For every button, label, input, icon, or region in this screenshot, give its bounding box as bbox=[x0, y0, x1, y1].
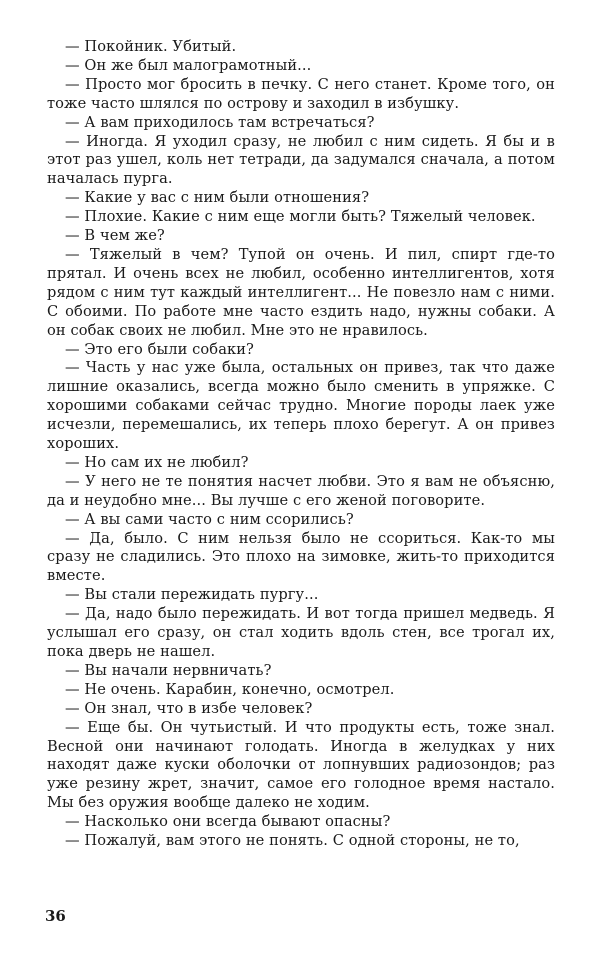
paragraph: — Да, надо было пережидать. И вот тогда пришел медведь. Я услышал его сразу, он стал ходить вдоль стен, все трогал их, пока дверь не нашел. bbox=[47, 605, 555, 660]
paragraph: — Еще бы. Он чутьистый. И что продукты есть, тоже знал. Весной они начинают голодать. Иногда в желудках у них находят даже куски оболочки от лопнувших радиозондов; раз уже резину жрет, значит, самое его голодное время настало. Мы без оружия вообще далеко не ходим. bbox=[47, 718, 555, 812]
paragraph: — Часть у нас уже была, остальных он привез, так что даже лишние оказались, всегда можно было сменить в упряжке. С хорошими собаками сейчас трудно. Многие породы лаек уже исчезли, перемешались, их теперь плохо берегут. А он привез хороших. bbox=[47, 359, 555, 453]
paragraph: — Это его были собаки? bbox=[65, 340, 254, 358]
paragraph: — В чем же? bbox=[65, 227, 165, 245]
paragraph: — А вы сами часто с ним ссорились? bbox=[65, 510, 354, 528]
paragraph: — Плохие. Какие с ним еще могли быть? Тяжелый человек. bbox=[65, 208, 536, 226]
paragraph: — У него не те понятия насчет любви. Это я вам не объясню, да и неудобно мне... Вы лучше с его женой поговорите. bbox=[47, 472, 555, 509]
paragraph: — Какие у вас с ним были отношения? bbox=[65, 189, 370, 207]
paragraph: — Но сам их не любил? bbox=[65, 453, 249, 471]
paragraph: — Вы стали пережидать пургу... bbox=[65, 586, 319, 604]
paragraph: — Вы начали нервничать? bbox=[65, 661, 272, 679]
paragraph: — Пожалуй, вам этого не понять. С одной стороны, не то, bbox=[65, 832, 520, 850]
paragraph: — Он знал, что в избе человек? bbox=[65, 699, 313, 717]
page-number: 36 bbox=[45, 907, 66, 925]
paragraph: — Тяжелый в чем? Тупой он очень. И пил, спирт где-то прятал. И очень всех не любил, особенно интеллигентов, хотя рядом с ним тут каждый интеллигент... Не повезло нам с ними. С обоими. По работе мне часто ездить надо, нужны собаки. А он собак своих не любил. Мне это не нравилось. bbox=[47, 245, 555, 339]
paragraph: — А вам приходилось там встречаться? bbox=[65, 113, 375, 131]
dialogue-text bbox=[47, 38, 555, 851]
paragraph: — Просто мог бросить в печку. С него станет. Кроме того, он тоже часто шлялся по острову и заходил в избушку. bbox=[47, 75, 555, 112]
paragraph: — Не очень. Карабин, конечно, осмотрел. bbox=[65, 680, 395, 698]
paragraph: — Покойник. Убитый. bbox=[65, 38, 237, 55]
paragraph: — Он же был малограмотный... bbox=[65, 56, 312, 74]
paragraph: — Иногда. Я уходил сразу, не любил с ним сидеть. Я бы и в этот раз ушел, коль нет тетради, да задумался сначала, а потом началась пурга. bbox=[47, 132, 555, 188]
paragraph: — Насколько они всегда бывают опасны? bbox=[65, 813, 391, 831]
paragraph: — Да, было. С ним нельзя было не ссориться. Как-то мы сразу не сладились. Это плохо на зимовке, жить-то приходится вместе. bbox=[47, 529, 555, 585]
